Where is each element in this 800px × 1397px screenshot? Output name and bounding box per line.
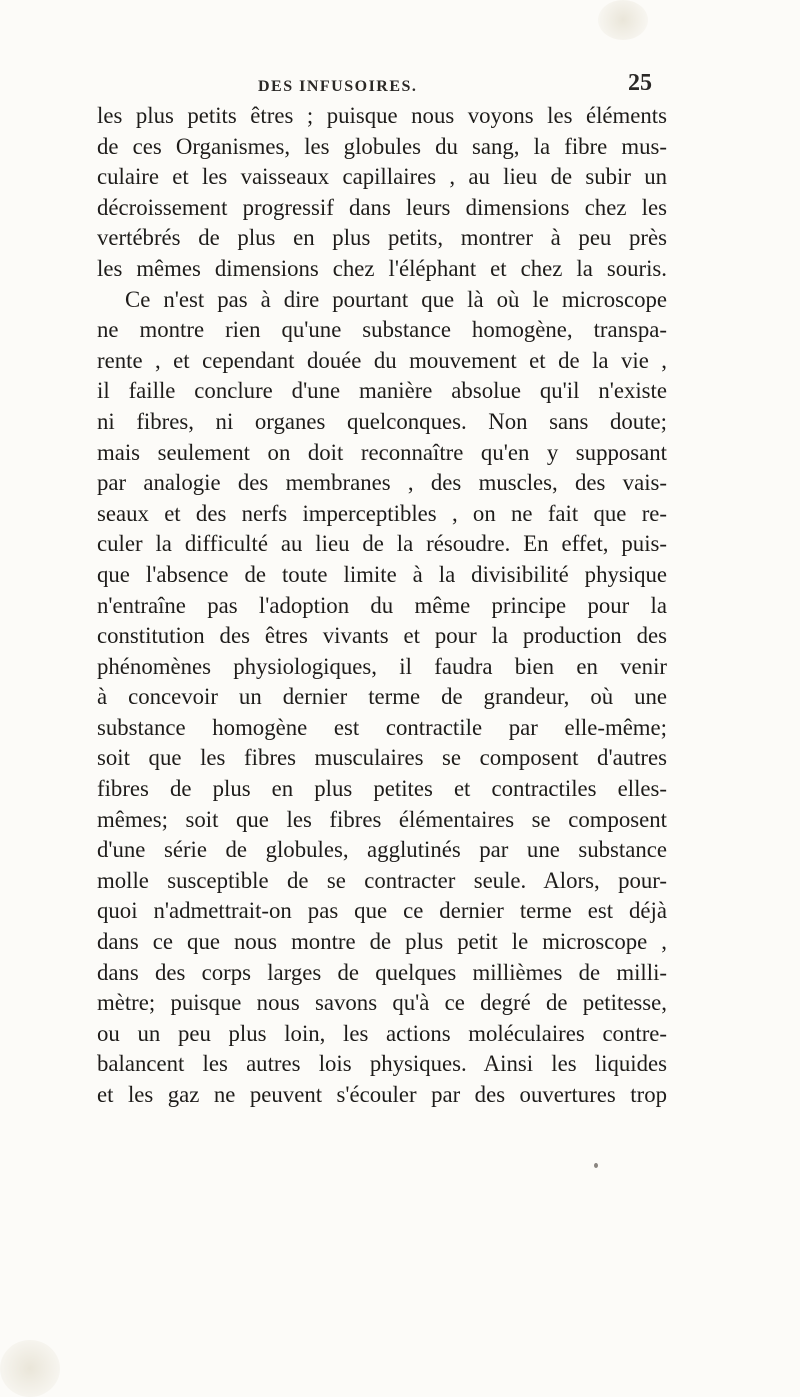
paper-stain [598, 0, 648, 40]
text-line: à concevoir un dernier terme de grandeur, où une [97, 684, 667, 710]
text-line: dans ce que nous montre de plus petit le microscope , [97, 929, 667, 955]
text-line: quoi n'admettrait-on pas que ce dernier terme est déjà [97, 898, 667, 924]
text-line: et les gaz ne peuvent s'écouler par des ouvertures trop [97, 1082, 667, 1107]
body-text [97, 101, 667, 1111]
text-line: que l'absence de toute limite à la divisibilité physique [97, 561, 667, 587]
text-line: molle susceptible de se contracter seule. Alors, pour- [97, 867, 667, 893]
text-line: soit que les fibres musculaires se composent d'autres [97, 745, 667, 771]
text-line: phénomènes physiologiques, il faudra bien en venir [97, 653, 667, 679]
text-line: ou un peu plus loin, les actions moléculaires contre- [97, 1020, 667, 1046]
text-line: d'une série de globules, agglutinés par une substance [97, 837, 667, 863]
text-line: Ce n'est pas à dire pourtant que là où le microscope [125, 286, 667, 312]
ink-speck [594, 1163, 598, 1168]
text-line: fibres de plus en plus petites et contractiles elles- [97, 776, 667, 802]
text-line: les mêmes dimensions chez l'éléphant et chez la souris. [97, 255, 667, 281]
page-number: 25 [628, 70, 652, 96]
text-line: mètre; puisque nous savons qu'à ce degré de petitesse, [97, 990, 667, 1016]
text-line: n'entraîne pas l'adoption du même principe pour la [97, 592, 667, 618]
text-line: dans des corps larges de quelques millièmes de milli- [97, 959, 667, 985]
text-line: mais seulement on doit reconnaître qu'en y supposant [97, 439, 667, 465]
text-line: culer la difficulté au lieu de la résoudre. En effet, puis- [97, 531, 667, 557]
text-line: de ces Organismes, les globules du sang, la fibre mus- [97, 133, 667, 159]
text-line: mêmes; soit que les fibres élémentaires se composent [97, 806, 667, 832]
text-line: seaux et des nerfs imperceptibles , on ne fait que re- [97, 500, 667, 526]
text-line: vertébrés de plus en plus petits, montrer à peu près [97, 225, 667, 251]
text-line: il faille conclure d'une manière absolue qu'il n'existe [97, 378, 667, 404]
text-line: constitution des êtres vivants et pour la production des [97, 623, 667, 649]
text-line: balancent les autres lois physiques. Ainsi les liquides [97, 1051, 667, 1077]
text-line: par analogie des membranes , des muscles, des vais- [97, 470, 667, 496]
text-line: les plus petits êtres ; puisque nous voyons les éléments [97, 103, 667, 128]
text-line: décroissement progressif dans leurs dimensions chez les [97, 194, 667, 220]
text-line: ni fibres, ni organes quelconques. Non sans doute; [97, 408, 667, 434]
paper-stain [0, 1340, 60, 1397]
text-line: rente , et cependant douée du mouvement et de la vie , [97, 347, 667, 373]
text-line: ne montre rien qu'une substance homogène, transpa- [97, 317, 667, 343]
text-line: culaire et les vaisseaux capillaires , au lieu de subir un [97, 164, 667, 190]
running-title: DES INFUSOIRES. [258, 78, 418, 95]
text-line: substance homogène est contractile par elle-même; [97, 714, 667, 740]
